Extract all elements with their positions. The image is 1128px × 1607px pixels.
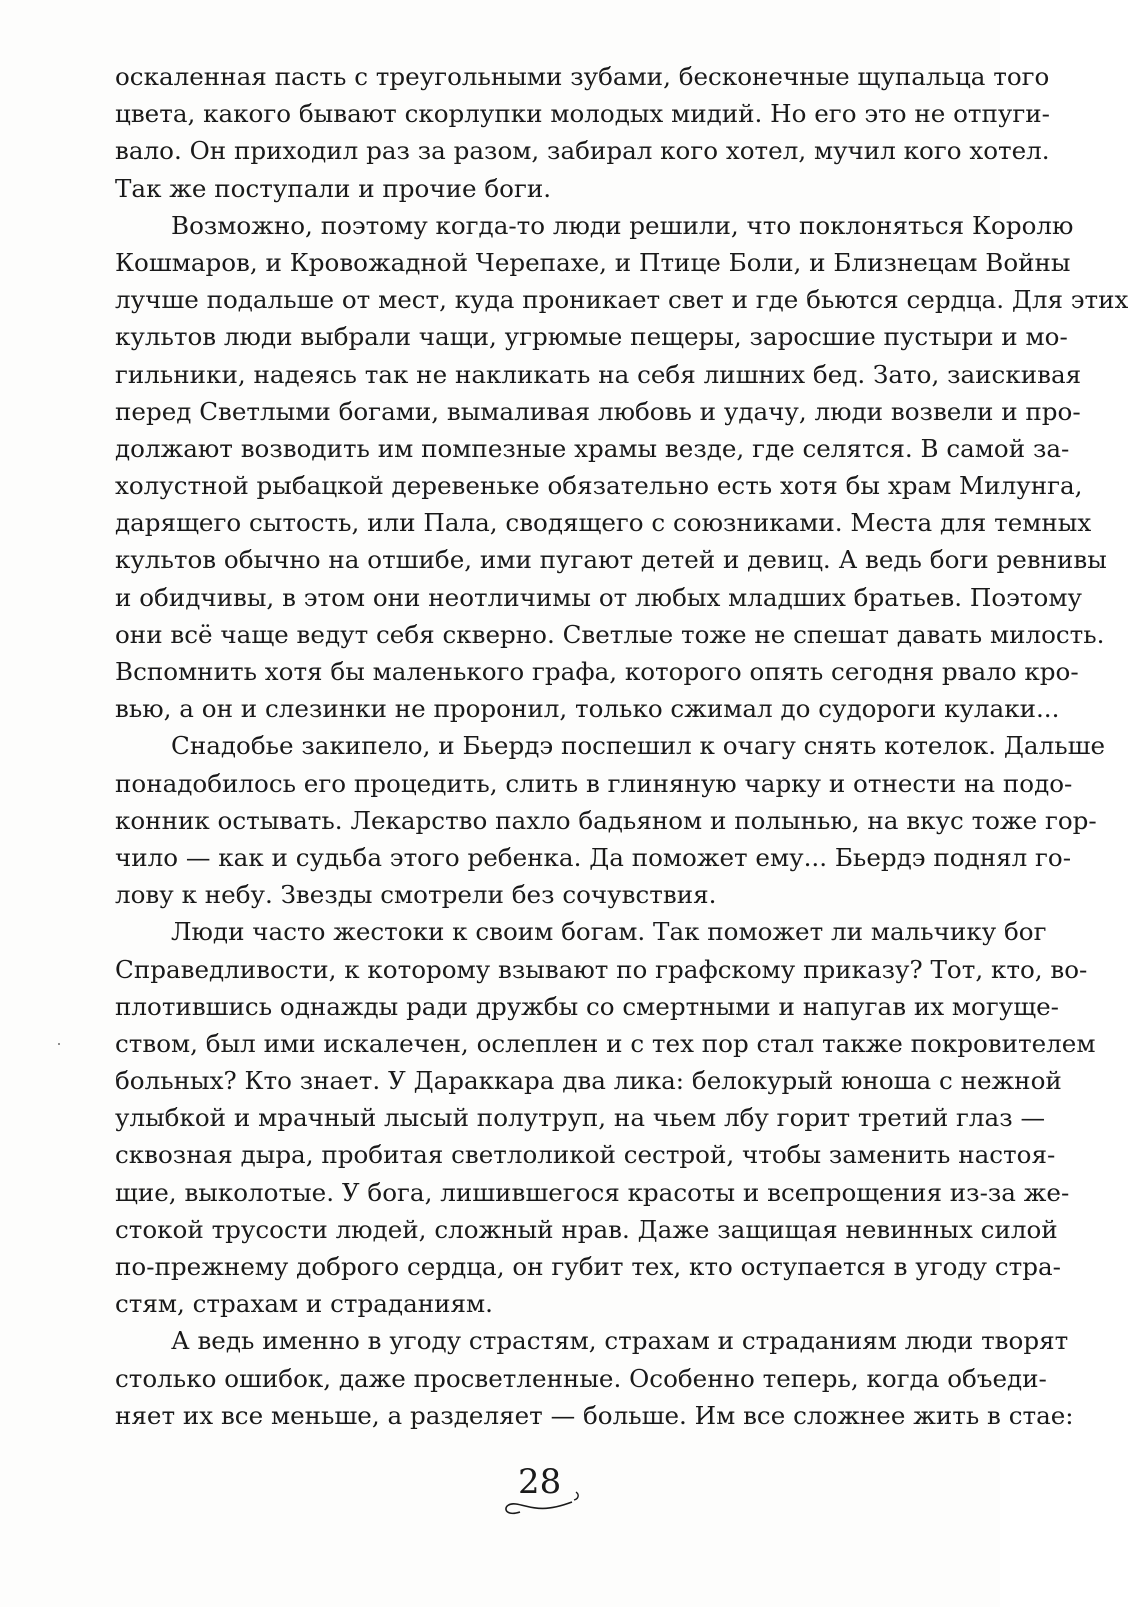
text-line: лучше подальше от мест, куда проникает свет и где бьются сердца. Для этих [115, 285, 1128, 315]
text-line: Так же поступали и прочие боги. [115, 173, 552, 203]
text-line: А ведь именно в угоду страстям, страхам и страданиям люди творят [171, 1326, 1069, 1356]
text-line: перед Светлыми богами, вымаливая любовь и удачу, люди возвели и про- [115, 396, 1081, 426]
text-line: сквозная дыра, пробитая светлоликой сестрой, чтобы заменить настоя- [115, 1140, 1056, 1170]
text-line: конник остывать. Лекарство пахло бадьяном и полынью, на вкус тоже гор- [115, 805, 1097, 835]
text-line: культов люди выбрали чащи, угрюмые пещеры, заросшие пустыри и мо- [115, 322, 1068, 352]
body-text [115, 58, 1128, 1434]
text-line: ством, был ими искалечен, ослеплен и с тех пор стал также покровителем [115, 1028, 1096, 1058]
text-line: плотившись однажды ради дружбы со смертными и напугав их могуще- [115, 991, 1059, 1021]
text-line: по-прежнему доброго сердца, он губит тех, кто оступается в угоду стра- [115, 1252, 1061, 1281]
text-line: больных? Кто знает. У Дараккара два лика: белокурый юноша с нежной [115, 1066, 1062, 1096]
text-line: Вспомнить хотя бы маленького графа, которого опять сегодня рвало кро- [115, 657, 1079, 686]
text-line: дарящего сытость, или Пала, сводящего с союзниками. Места для темных [115, 508, 1092, 538]
text-line: Справедливости, к которому взывают по графскому приказу? Тот, кто, во- [115, 954, 1088, 984]
print-speck [58, 1043, 60, 1045]
text-line: улыбкой и мрачный лысый полутруп, на чьем лбу горит третий глаз — [115, 1103, 1046, 1133]
text-line: чило — как и судьба этого ребенка. Да поможет ему... Бьердэ поднял го- [115, 842, 1072, 872]
page-folio [500, 1462, 620, 1532]
text-line: Снадобье закипело, и Бьердэ поспешил к очагу снять котелок. Дальше [171, 731, 1106, 761]
text-line: понадобилось его процедить, слить в глиняную чарку и отнести на подо- [115, 768, 1073, 798]
text-line: Возможно, поэтому когда-то люди решили, что поклоняться Королю [171, 210, 1074, 240]
text-line: Люди часто жестоки к своим богам. Так поможет ли мальчику бог [171, 917, 1047, 947]
text-line: столько ошибок, даже просветленные. Особенно теперь, когда объеди- [115, 1363, 1047, 1393]
text-line: няет их все меньше, а разделяет — больше. Им все сложнее жить в стае: [115, 1400, 1074, 1430]
text-line: холустной рыбацкой деревеньке обязательно есть хотя бы храм Милунга, [115, 471, 1083, 501]
text-line: они всё чаще ведут себя скверно. Светлые тоже не спешат давать милость. [115, 619, 1105, 649]
text-line: цвета, какого бывают скорлупки молодых мидий. Но его это не отпуги- [115, 99, 1050, 129]
text-line: вало. Он приходил раз за разом, забирал кого хотел, мучил кого хотел. [115, 136, 1050, 166]
text-line: вью, а он и слезинки не проронил, только сжимал до судороги кулаки... [115, 694, 1060, 724]
text-line: Кошмаров, и Кровожадной Черепахе, и Птице Боли, и Близнецам Войны [115, 247, 1071, 277]
text-line: гильники, надеясь так не накликать на себя лишних бед. Зато, заискивая [115, 359, 1082, 389]
text-line: лову к небу. Звезды смотрели без сочувствия. [115, 880, 717, 910]
text-line: стям, страхам и страданиям. [115, 1289, 493, 1319]
page-number: 28 [518, 1462, 562, 1502]
text-line: стокой трусости людей, сложный нрав. Даже защищая невинных силой [115, 1214, 1058, 1244]
text-line: должают возводить им помпезные храмы везде, где селятся. В самой за- [115, 433, 1070, 463]
text-line: и обидчивы, в этом они неотличимы от любых младших братьев. Поэтому [115, 582, 1082, 612]
text-line: культов обычно на отшибе, ими пугают детей и девиц. А ведь боги ревнивы [115, 545, 1107, 575]
text-line: щие, выколотые. У бога, лишившегося красоты и всепрощения из-за же- [115, 1177, 1070, 1207]
text-line: оскаленная пасть с треугольными зубами, бесконечные щупальца того [115, 62, 1050, 91]
